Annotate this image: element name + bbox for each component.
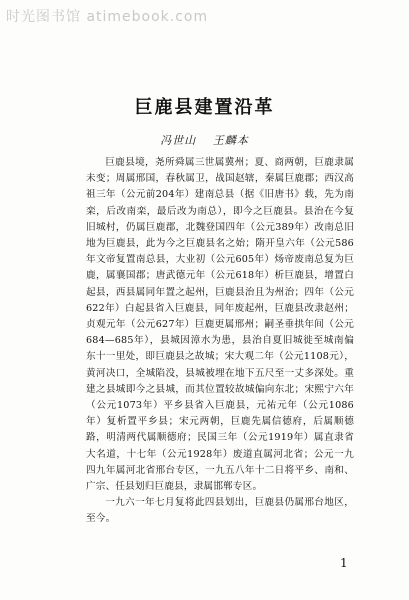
watermark: 时光图书馆 atimebook.com: [6, 9, 209, 25]
page-number: 1: [340, 556, 348, 570]
article-body: [86, 155, 354, 528]
page-title: 巨鹿县建置沿革: [134, 97, 275, 118]
paragraph: 一九六一年七月复将此四县划出，巨鹿县仍属邢台地区，至今。: [86, 497, 354, 525]
paragraph: 巨鹿县境，尧所舜属三世属冀州；夏、商两朝，巨鹿隶属未变；周属邢国，春秋属卫，战国赵辖，秦属巨鹿郡；西汉高祖三年（公元前204年）建南总县（据《旧唐书》载，先为南栾，后改南栾，最后改为南总），即今之巨鹿县。县治在今复旧城村，仍属巨鹿郡，北魏登国四年（公元389年）改南总旧地为巨鹿县，此为今之巨鹿县名之始；隋开皇六年（公元586年文帝复置南总县，大业初（公元605年）炀帝废南总复为巨鹿，属襄国郡；唐武德元年（公元618年）析巨鹿县，增置白起县，西县属同年置之起州，巨鹿县治且为州治；四年（公元622年）白起县省入巨鹿县，同年废起州，巨鹿县改隶赵州；贞观元年（公元627年）巨鹿更属邢州；嗣圣垂拱年间（公元684—685年），县城因漳水为患，县治自夏旧城徙至城南偏东十一里处，即巨鹿县之故城；宋大观二年（公元1108元），黄河决口，全城陷没，县城被埋在地下五尺至一丈多深处。重建之县城即今之县城，而其位置较故城偏向东北；宋熙宁六年（公元1073年）平乡县省入巨鹿县，元祐元年（公元1086年）复析置平乡县；宋元两朝，巨鹿先属信德府，后属顺德路，明清两代属顺德府；民国三年（公元1919年）属直隶省大名道，十七年（公元1928年）废道直属河北省；公元一九四九年属河北省邢台专区，一九五八年十二日将平乡、南和、广宗、任县划归巨鹿县，隶属邯郸专区。: [86, 157, 354, 493]
author-name: 冯世山: [160, 134, 197, 147]
author-line: [0, 132, 409, 148]
author-name: 王麟本: [212, 134, 249, 147]
